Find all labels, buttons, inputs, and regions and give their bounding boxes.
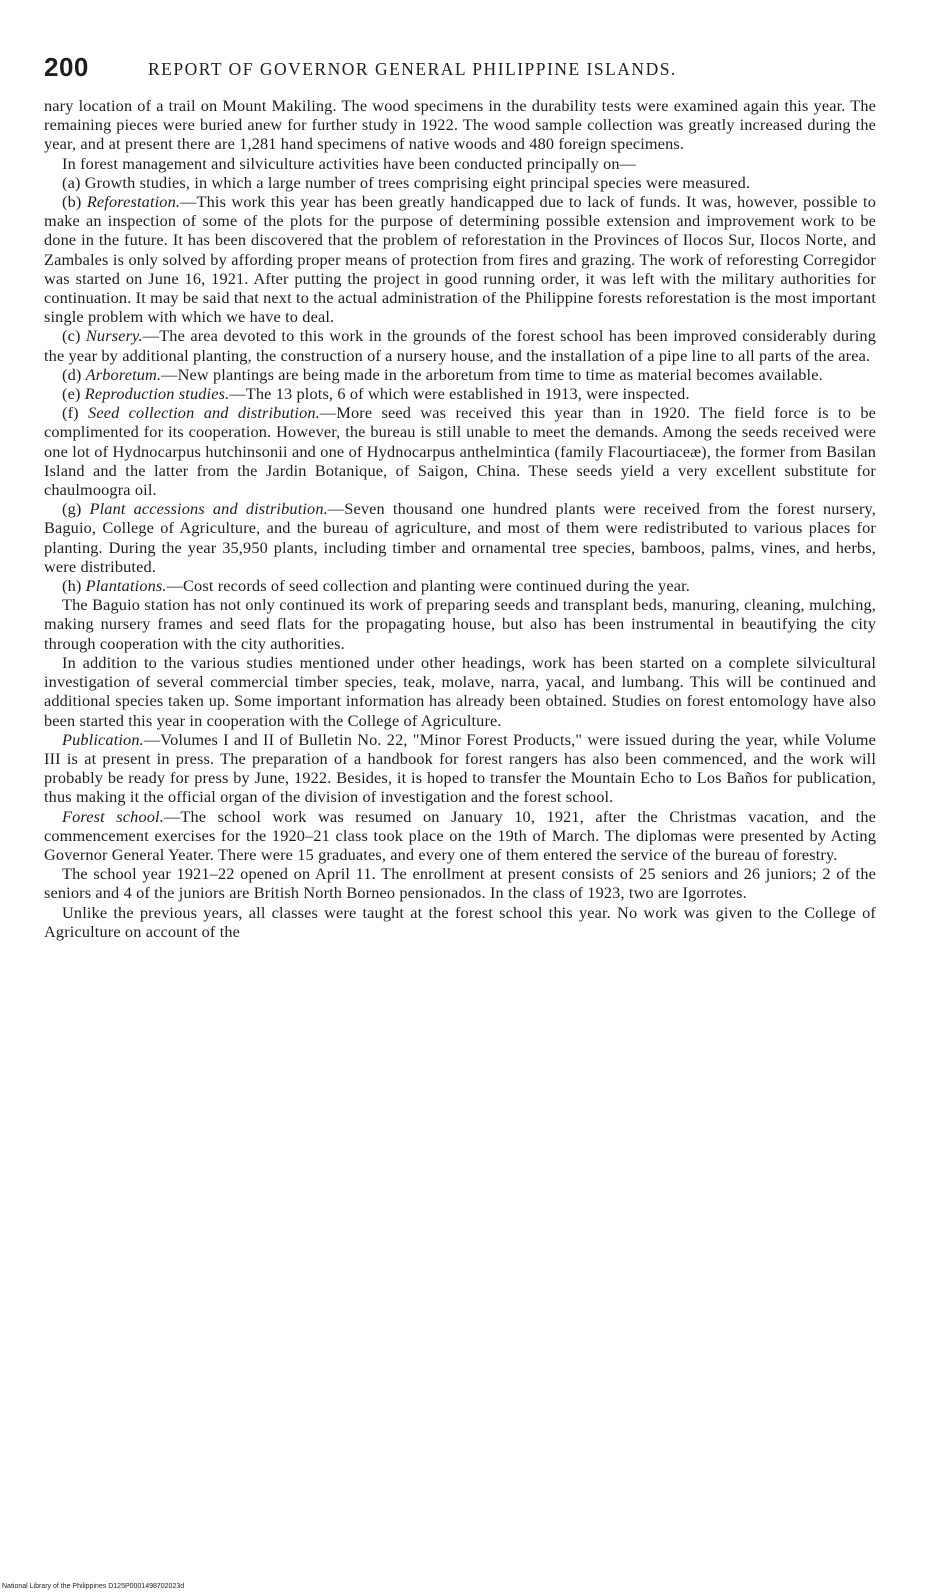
run-in-heading: Nursery. xyxy=(85,326,143,346)
paragraph-durability-tests xyxy=(44,96,876,154)
paragraph-text: —The area devoted to this work in the grounds of the forest school has been improved considerably during the year by additional planting, the construction of a nursery house, and the installation of a pipe line to all parts of the area. xyxy=(44,326,876,365)
library-credit: National Library of the Philippines D125P0001498702023d xyxy=(2,1583,185,1590)
item-letter: (h) xyxy=(62,576,86,596)
item-letter: (e) xyxy=(62,384,85,404)
paragraph-forest-management xyxy=(44,154,876,173)
paragraph-text: The school year 1921–22 opened on April 11. The enrollment at present consists of 25 seniors and 26 juniors; 2 of the seniors and 4 of the juniors are British North Borneo pensionados. In the class of 1923, two are Igorrotes. xyxy=(44,864,876,903)
run-in-heading: Seed collection and distribution. xyxy=(88,403,320,423)
item-letter: (c) xyxy=(62,326,86,346)
paragraph-text: —This work this year has been greatly handicapped due to lack of funds. It was, however, possible to make an inspection of some of the plots for the purpose of determining possible extension and improvement work to be done in the future. It has been discovered that the problem of reforestation in the Provinces of Ilocos Sur, Ilocos Norte, and Zambales is only solved by affording proper means of protection from fires and grazing. The work of reforesting Corregidor was started on June 16, 1921. After putting the project in good running order, it was left with the military authorities for continuation. It may be said that next to the actual administration of the Philippine forests reforestation is the most important single problem with which we have to deal. xyxy=(44,192,876,327)
paragraph-text: (a) Growth studies, in which a large number of trees comprising eight principal species were measured. xyxy=(62,172,751,192)
paragraph-text: —More seed was received this year than in 1920. The field force is to be complimented for its cooperation. However, the bureau is still unable to meet the demands. Among the seeds received were one lot of Hydnocarpus hutchinsonii and one of Hydnocarpus anthelmintica (family Flacourtiaceæ), the former from Basilan Island and the latter from the Jardin Botanique, of Saigon, China. These seeds yield a very excellent substitute for chaulmoogra oil. xyxy=(44,403,877,500)
paragraph-text: nary location of a trail on Mount Makiling. The wood specimens in the durability tests were examined again this year. The remaining pieces were buried anew for further study in 1922. The wood sample collection was greatly increased during the year, and at present there are 1,281 hand specimens of native woods and 480 foreign specimens. xyxy=(44,96,876,154)
document-page xyxy=(44,52,876,941)
paragraph-text: The Baguio station has not only continued its work of preparing seeds and transplant beds, manuring, cleaning, mulching, making nursery frames and seed flats for the propagating house, but also has been instrumental in beautifying the city through cooperation with the city authorities. xyxy=(44,595,876,653)
paragraph-text: —Cost records of seed collection and planting were continued during the year. xyxy=(166,576,690,596)
run-in-heading: Reproduction studies. xyxy=(84,384,230,404)
paragraph-reforestation xyxy=(44,192,876,326)
item-letter: (f) xyxy=(62,403,89,423)
paragraph-school-year xyxy=(44,864,876,902)
paragraph-plant-accessions xyxy=(44,499,876,576)
report-title: REPORT OF GOVERNOR GENERAL PHILIPPINE ISLANDS. xyxy=(148,59,677,79)
paragraph-nursery xyxy=(44,326,876,364)
paragraph-text: Unlike the previous years, all classes were taught at the forest school this year. No work was given to the College of Agriculture on account of the xyxy=(44,902,876,941)
paragraph-text: —The 13 plots, 6 of which were established in 1913, were inspected. xyxy=(229,384,690,404)
body-text xyxy=(44,96,876,941)
paragraph-arboretum xyxy=(44,365,876,384)
item-letter: (b) xyxy=(62,192,87,212)
paragraph-reproduction-studies xyxy=(44,384,876,403)
paragraph-baguio-station xyxy=(44,595,876,653)
paragraph-silvicultural-investigation xyxy=(44,653,876,730)
paragraph-growth-studies xyxy=(44,173,876,192)
item-letter: (g) xyxy=(62,499,90,519)
page-number: 200 xyxy=(44,52,89,82)
run-in-heading: Forest school. xyxy=(62,806,164,826)
item-letter: (d) xyxy=(62,364,86,384)
paragraph-text: —The school work was resumed on January 10, 1921, after the Christmas vacation, and the commencement exercises for the 1920–21 class took place on the 19th of March. The diplomas were presented by Acting Governor General Yeater. There were 15 graduates, and every one of them entered the service of the bureau of forestry. xyxy=(44,806,876,864)
paragraph-text: —Seven thousand one hundred plants were received from the forest nursery, Baguio, College of Agriculture, and the bureau of agriculture, and most of them were redistributed to various places for planting. During the year 35,950 plants, including timber and ornamental tree species, bamboos, palms, vines, and herbs, were distributed. xyxy=(44,499,877,576)
paragraph-text: In addition to the various studies mentioned under other headings, work has been started on a complete silvicultural investigation of several commercial timber species, teak, molave, narra, yacal, and lumbang. This will be continued and additional species taken up. Some important information has already been obtained. Studies on forest entomology have also been started this year in cooperation with the College of Agriculture. xyxy=(44,652,876,730)
paragraph-text: —New plantings are being made in the arboretum from time to time as material becomes available. xyxy=(161,364,823,384)
run-in-heading: Reforestation. xyxy=(86,192,181,212)
paragraph-seed-collection xyxy=(44,403,876,499)
run-in-heading: Arboretum. xyxy=(85,364,162,384)
run-in-heading: Plantations. xyxy=(85,576,167,596)
paragraph-text: —Volumes I and II of Bulletin No. 22, "Minor Forest Products," were issued during the year, while Volume III is at present in press. The preparation of a handbook for forest rangers has also been commenced, and the work will probably be ready for press by June, 1922. Besides, it is hoped to transfer the Mountain Echo to Los Baños for publication, thus making it the official organ of the division of investigation and the forest school. xyxy=(44,729,876,807)
run-in-heading: Publication. xyxy=(62,729,144,749)
run-in-heading: Plant accessions and distribution. xyxy=(89,499,328,519)
running-head xyxy=(44,52,876,96)
paragraph-forest-school xyxy=(44,807,876,865)
paragraph-plantations xyxy=(44,576,876,595)
paragraph-publication xyxy=(44,730,876,807)
paragraph-text: In forest management and silviculture activities have been conducted principally on— xyxy=(62,153,637,173)
paragraph-classes-taught xyxy=(44,903,876,941)
